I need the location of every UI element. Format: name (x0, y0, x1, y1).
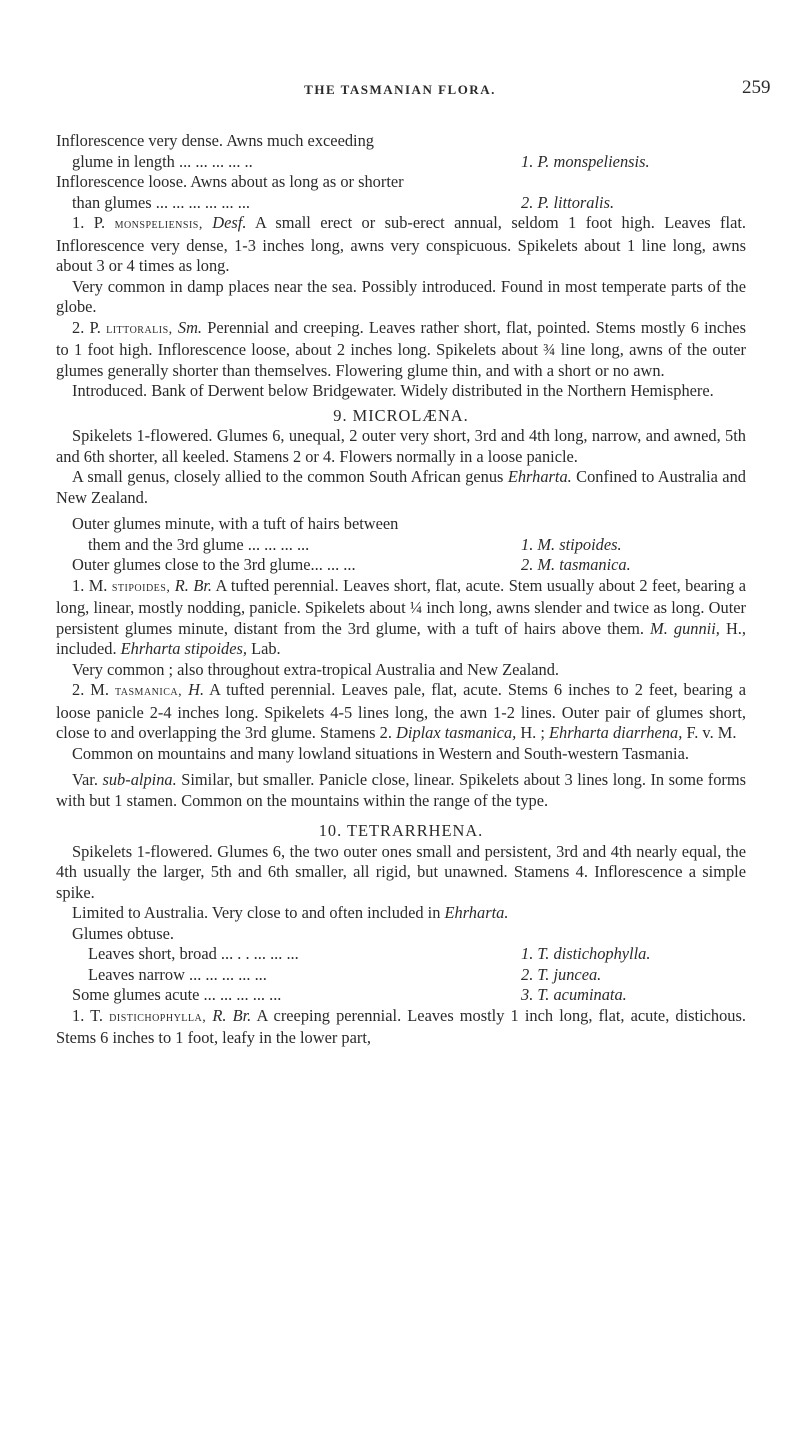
genus-heading: 10. TETRARRHENA. (318, 821, 484, 840)
key-result: 1. T. distichophylla. (521, 944, 651, 963)
species-description: 1. M. stipoides, R. Br. A tufted perennial. Leaves short, flat, acute. Stem usually about 2 feet, bearing a long, linear, mostly nodding, panicle. Spikelets about ¼ inch long, awns slender and twice as long. Outer persistent glumes minute, distant from the 3rd glume, with a tuft of hairs above them. M. gunnii, H., included. Ehrharta stipoides, Lab. (56, 575, 746, 658)
species-name: stipoides, (111, 579, 171, 595)
genus-note: Limited to Australia. Very close to and often included in Ehrharta. (72, 903, 509, 922)
species-description: 1. P. monspeliensis, Desf. A small erect or sub-erect annual, seldom 1 foot high. Leaves flat. Inflorescence very dense, 1-3 inches long, awns very conspicuous. Spikelets about 1 line long, awns about 3 or 4 times as long. (56, 213, 746, 275)
key-entry: Leaves narrow ... ... ... ... ... 2. T. juncea. (56, 965, 746, 986)
species-name: littoralis, (106, 321, 173, 337)
key-result: 2. P. littoralis. (521, 192, 615, 212)
genus-description: Spikelets 1-flowered. Glumes 6, the two outer ones small and persistent, 3rd and 4th nearly equal, the 4th usually the larger, 5th and 6th smaller, all rigid, but unawned. Stamens 4. Inflorescence a simple spike. (56, 841, 746, 902)
key-result: 1. M. stipoides. (521, 534, 622, 554)
page-body (56, 131, 746, 1049)
species-note: Common on mountains and many lowland situations in Western and South-western Tasmania. (72, 743, 689, 763)
key-entry: Outer glumes close to the 3rd glume... ... ... 2. M. tasmanica. (56, 555, 746, 576)
running-title: THE TASMANIAN FLORA. (304, 82, 496, 97)
species-name: monspeliensis, (114, 217, 203, 232)
key-result: 3. T. acuminata. (521, 985, 627, 1004)
species-note: Very common ; also throughout extra-tropical Australia and New Zealand. (72, 659, 560, 679)
key-result: 2. T. juncea. (521, 964, 602, 984)
key-entry: Some glumes acute ... ... ... ... ... 3. T. acuminata. (56, 985, 746, 1006)
page-number: 259 (742, 77, 771, 98)
key-entry: Inflorescence loose. Awns about as long as or shorter than glumes ... ... ... ... ... ... 2. P. littoralis. (56, 172, 746, 213)
key-result: 2. M. tasmanica. (521, 555, 631, 574)
species-name: tasmanica, (114, 684, 183, 699)
key-entry: Leaves short, broad ... . . ... ... ... 1. T. distichophylla. (56, 944, 746, 965)
genus-description: Spikelets 1-flowered. Glumes 6, unequal, 2 outer very short, 3rd and 4th long, narrow, and awned, 5th and 6th shorter, all keeled. Stamens 2 or 4. Flowers normally in a loose panicle. (56, 426, 746, 466)
species-description: 2. M. tasmanica, H. A tufted perennial. Leaves pale, flat, acute. Stems 6 inches to 2 feet, bearing a loose panicle 2-4 inches long. Spikelets 4-5 lines long, the awn 1-2 lines. Outer pair of glumes short, close to and overlapping the 3rd glume. Stamens 2. Diplax tasmanica, H. ; Ehrharta diarrhena, F. v. M. (56, 680, 746, 742)
species-note: Very common in damp places near the sea. Possibly introduced. Found in most temperate parts of the globe. (56, 276, 746, 316)
key-entry: Inflorescence very dense. Awns much exceeding glume in length ... ... ... ... .. 1. P. monspeliensis. (56, 131, 746, 172)
genus-heading: 9. MICROLÆNA. (333, 405, 469, 425)
key-entry: Outer glumes minute, with a tuft of hairs between them and the 3rd glume ... ... ... ... 1. M. stipoides. (56, 514, 746, 555)
species-note: Introduced. Bank of Derwent below Bridgewater. Widely distributed in the Northern Hemisphere. (72, 381, 714, 400)
species-description: 1. T. distichophylla, R. Br. A creeping perennial. Leaves mostly 1 inch long, flat, acute, distichous. Stems 6 inches to 1 foot, leafy in the lower part, (56, 1005, 746, 1047)
species-name: distichophylla, (109, 1009, 207, 1025)
variety-description: Var. sub-alpina. Similar, but smaller. Panicle close, linear. Spikelets about 3 lines long. In some forms with but 1 stamen. Common on the mountains within the range of the type. (56, 770, 746, 810)
key-lead: Glumes obtuse. (72, 923, 174, 943)
species-description: 2. P. littoralis, Sm. Perennial and creeping. Leaves rather short, flat, pointed. Stems mostly 6 inches to 1 foot high. Inflorescence loose, about 2 inches long. Spikelets about ¾ line long, awns of the outer glumes generally shorter than themselves. Flowering glume thin, and with a short or no awn. (56, 317, 746, 380)
genus-note: A small genus, closely allied to the common South African genus Ehrharta. Confined to Australia and New Zealand. (56, 467, 746, 507)
key-result: 1. P. monspeliensis. (521, 151, 650, 171)
